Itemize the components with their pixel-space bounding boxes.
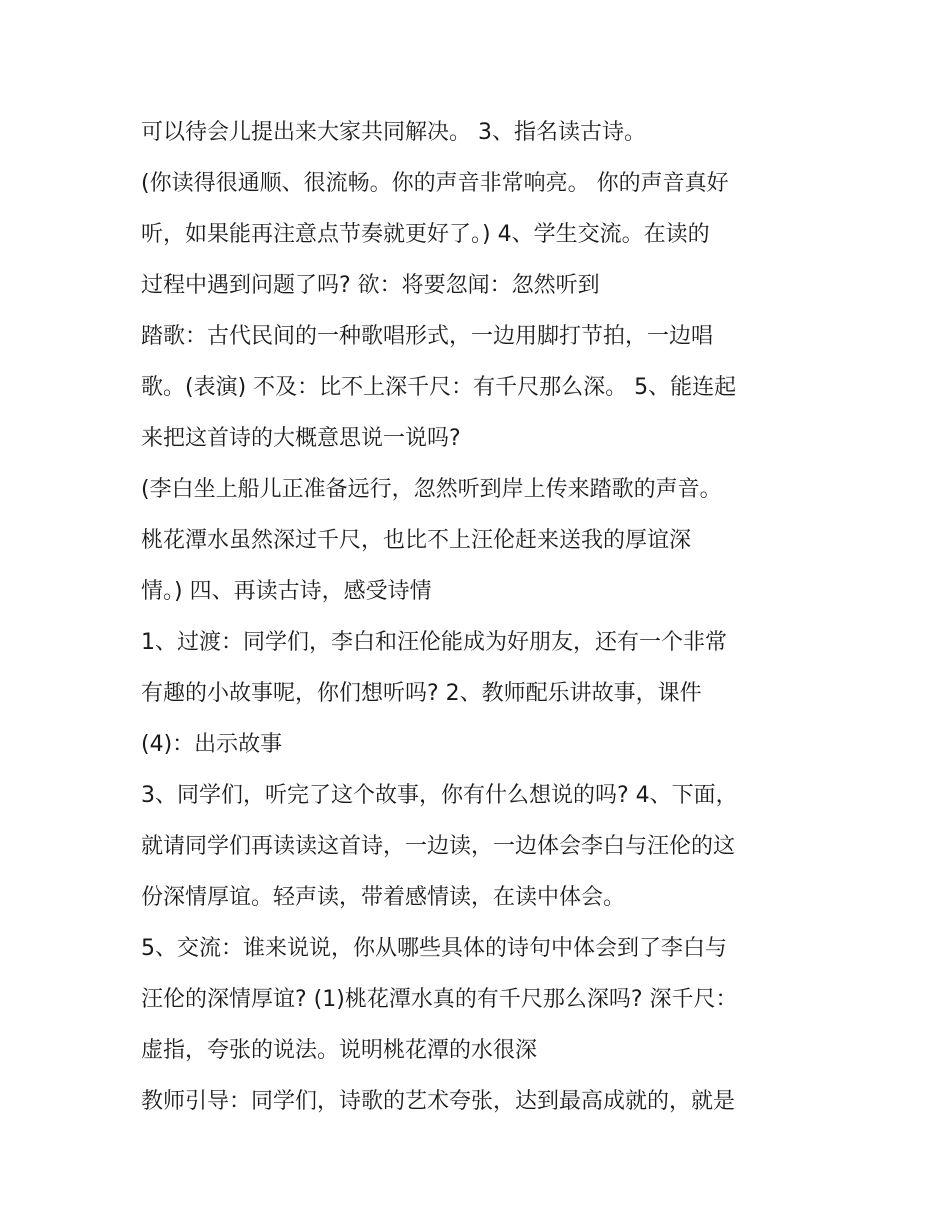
text-line: 有趣的小故事呢，你们想听吗? 2、教师配乐讲故事，课件 bbox=[141, 681, 702, 706]
text-line: 份深情厚谊。轻声读，带着感情读，在读中体会。 bbox=[141, 885, 626, 910]
text-line: (4)：出示故事 bbox=[141, 732, 283, 757]
text-line: 听，如果能再注意点节奏就更好了。) 4、学生交流。在读的 bbox=[141, 222, 710, 247]
body-text bbox=[141, 107, 831, 1127]
text-line: 5、交流：谁来说说，你从哪些具体的诗句中体会到了李白与 bbox=[141, 936, 727, 961]
text-line: 汪伦的深情厚谊? (1)桃花潭水真的有千尺那么深吗? 深千尺： bbox=[141, 987, 738, 1012]
text-line: 3、同学们，听完了这个故事，你有什么想说的吗? 4、下面， bbox=[141, 783, 738, 808]
text-line: (你读得很通顺、很流畅。你的声音非常响亮。 你的声音真好 bbox=[141, 171, 729, 196]
text-line: 1、过渡：同学们，李白和汪伦能成为好朋友，还有一个非常 bbox=[141, 630, 727, 655]
text-line: 过程中遇到问题了吗? 欲：将要忽闻：忽然听到 bbox=[141, 273, 600, 298]
text-line: (李白坐上船儿正准备远行，忽然听到岸上传来踏歌的声音。 bbox=[141, 477, 722, 502]
text-line: 踏歌：古代民间的一种歌唱形式，一边用脚打节拍，一边唱 bbox=[141, 324, 714, 349]
text-line: 来把这首诗的大概意思说一说吗? bbox=[141, 426, 461, 451]
text-line: 桃花潭水虽然深过千尺，也比不上汪伦赶来送我的厚谊深 bbox=[141, 528, 692, 553]
text-line: 教师引导：同学们，诗歌的艺术夸张，达到最高成就的，就是 bbox=[141, 1089, 736, 1114]
text-line: 就请同学们再读读这首诗，一边读，一边体会李白与汪伦的这 bbox=[141, 834, 736, 859]
text-line: 虚指，夸张的说法。说明桃花潭的水很深 bbox=[141, 1038, 538, 1063]
text-line: 可以待会儿提出来大家共同解决。 3、指名读古诗。 bbox=[141, 120, 646, 145]
text-line: 情。) 四、再读古诗，感受诗情 bbox=[141, 579, 432, 604]
text-line: 歌。(表演) 不及：比不上深千尺：有千尺那么深。 5、能连起 bbox=[141, 375, 737, 400]
